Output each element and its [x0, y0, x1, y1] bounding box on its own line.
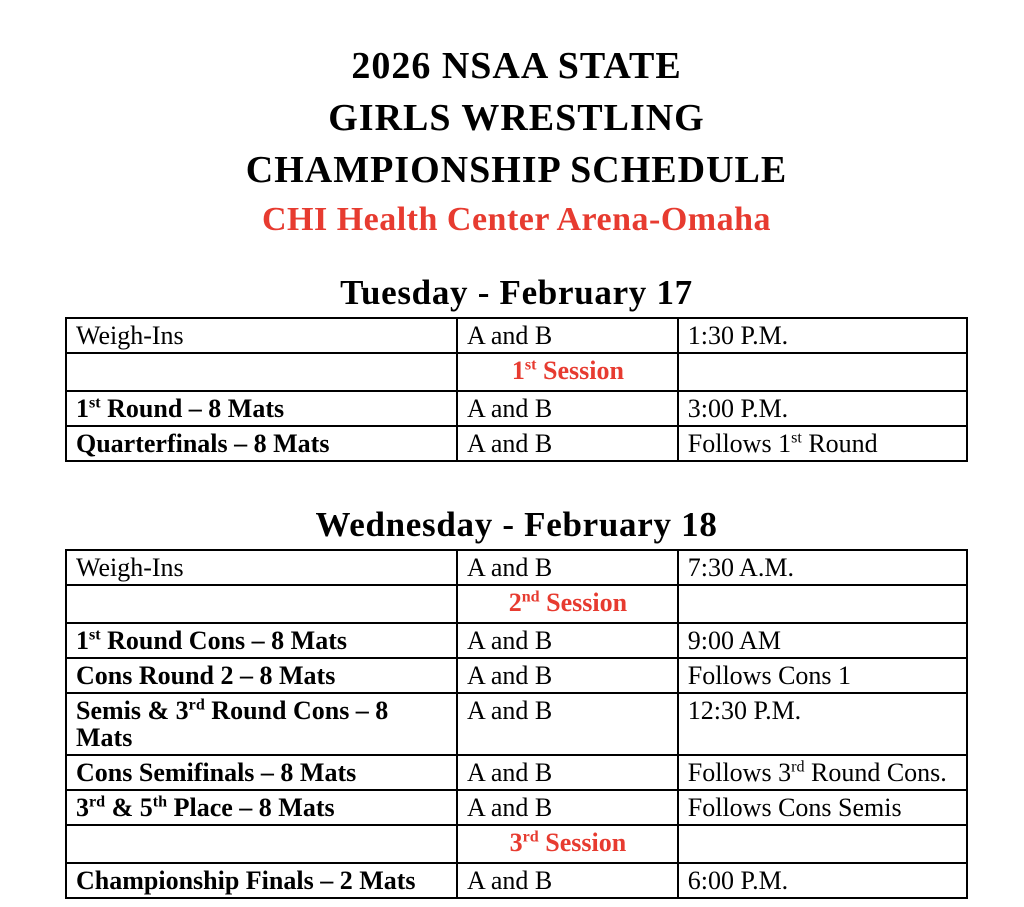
- event-row: [66, 693, 967, 755]
- time-cell: 9:00 AM: [678, 623, 967, 658]
- event-row: [66, 658, 967, 693]
- event-cell: 1st Round Cons – 8 Mats: [66, 623, 457, 658]
- event-cell: Quarterfinals – 8 Mats: [66, 426, 457, 461]
- empty-cell: [66, 585, 457, 623]
- session-label: 3rd Session: [457, 825, 678, 863]
- empty-cell: [66, 353, 457, 391]
- session-label: 2nd Session: [457, 585, 678, 623]
- session-row: [66, 585, 967, 623]
- event-cell: Weigh-Ins: [66, 318, 457, 353]
- time-cell: Follows 3rd Round Cons.: [678, 755, 967, 790]
- time-cell: Follows Cons Semis: [678, 790, 967, 825]
- time-cell: Follows 1st Round: [678, 426, 967, 461]
- mats-cell: A and B: [457, 318, 678, 353]
- venue-line: CHI Health Center Arena-Omaha: [261, 201, 772, 238]
- event-cell: Weigh-Ins: [66, 550, 457, 585]
- schedule-tables: [65, 274, 968, 899]
- event-row: [66, 863, 967, 898]
- event-row: [66, 550, 967, 585]
- session-row: [66, 825, 967, 863]
- session-label: 1st Session: [457, 353, 678, 391]
- schedule-section: [65, 506, 968, 899]
- event-row: [66, 318, 967, 353]
- event-row: [66, 391, 967, 426]
- event-row: [66, 623, 967, 658]
- time-cell: 3:00 P.M.: [678, 391, 967, 426]
- time-cell: 7:30 A.M.: [678, 550, 967, 585]
- document-title-line-3: CHAMPIONSHIP SCHEDULE: [245, 149, 788, 191]
- mats-cell: A and B: [457, 658, 678, 693]
- mats-cell: A and B: [457, 550, 678, 585]
- document-title-line-1: 2026 NSAA STATE: [351, 45, 682, 87]
- schedule-table: [65, 317, 968, 462]
- title-block: [65, 40, 968, 244]
- time-cell: 1:30 P.M.: [678, 318, 967, 353]
- session-row: [66, 353, 967, 391]
- schedule-table: [65, 549, 968, 899]
- day-heading: Wednesday - February 18: [315, 505, 718, 544]
- document-title-line-2: GIRLS WRESTLING: [328, 97, 705, 139]
- empty-cell: [678, 825, 967, 863]
- event-row: [66, 426, 967, 461]
- empty-cell: [678, 585, 967, 623]
- time-cell: Follows Cons 1: [678, 658, 967, 693]
- event-row: [66, 755, 967, 790]
- mats-cell: A and B: [457, 426, 678, 461]
- day-heading: Tuesday - February 17: [340, 273, 693, 312]
- event-cell: Cons Round 2 – 8 Mats: [66, 658, 457, 693]
- event-cell: Cons Semifinals – 8 Mats: [66, 755, 457, 790]
- schedule-section: [65, 274, 968, 462]
- event-cell: 1st Round – 8 Mats: [66, 391, 457, 426]
- empty-cell: [678, 353, 967, 391]
- mats-cell: A and B: [457, 755, 678, 790]
- event-cell: Semis & 3rd Round Cons – 8 Mats: [66, 693, 457, 755]
- time-cell: 6:00 P.M.: [678, 863, 967, 898]
- event-cell: 3rd & 5th Place – 8 Mats: [66, 790, 457, 825]
- event-cell: Championship Finals – 2 Mats: [66, 863, 457, 898]
- mats-cell: A and B: [457, 693, 678, 755]
- time-cell: 12:30 P.M.: [678, 693, 967, 755]
- mats-cell: A and B: [457, 391, 678, 426]
- mats-cell: A and B: [457, 790, 678, 825]
- document-page: [65, 0, 968, 899]
- mats-cell: A and B: [457, 863, 678, 898]
- event-row: [66, 790, 967, 825]
- mats-cell: A and B: [457, 623, 678, 658]
- empty-cell: [66, 825, 457, 863]
